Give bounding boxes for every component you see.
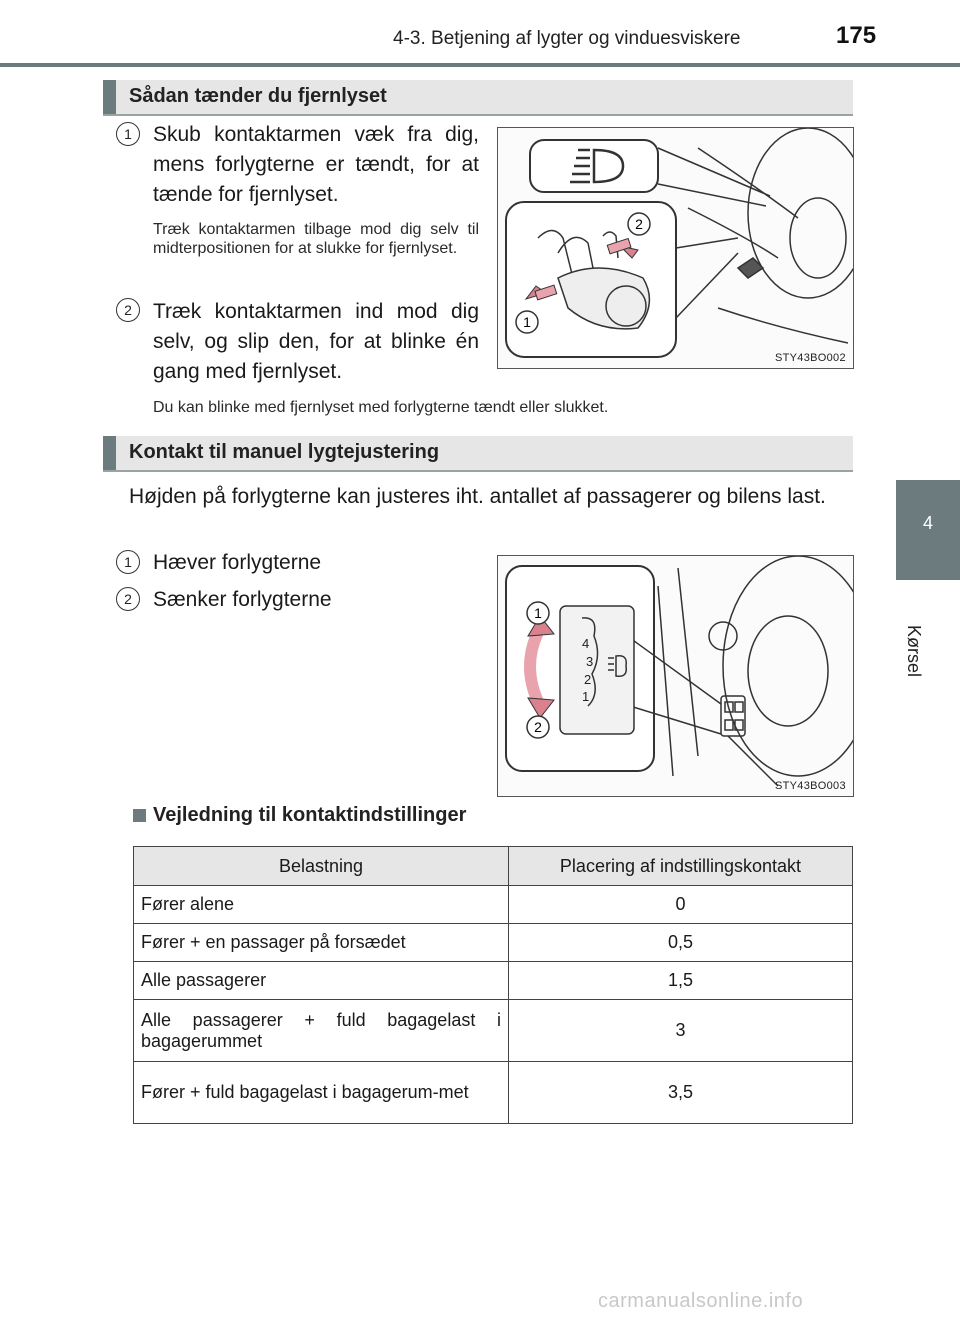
guide-heading: Vejledning til kontaktindstillinger	[153, 804, 467, 826]
step1-note: Træk kontaktarmen tilbage mod dig selv til midterpositionen for at slukke for fjernlyset.	[153, 221, 479, 257]
watermark: carmanualsonline.info	[598, 1290, 804, 1312]
item-marker-2: 2	[116, 587, 140, 611]
dial-label-3: 3	[586, 654, 594, 669]
headlight-lever-illustration	[498, 128, 853, 368]
chapter-section-title: 4-3. Betjening af lygter og vinduesviskere	[393, 28, 741, 49]
chapter-tab-label: Kørsel	[904, 625, 924, 678]
table-row	[134, 886, 853, 924]
item1-text: Hæver forlygterne	[153, 551, 322, 574]
column-header: Placering af indstillingskontakt	[509, 847, 853, 886]
page-number: 175	[836, 22, 877, 49]
figure-leveling-dial	[497, 555, 854, 797]
table-row	[134, 1000, 853, 1062]
load-cell: Fører + en passager på forsædet	[134, 924, 509, 962]
item-marker-1: 1	[116, 550, 140, 574]
figure-headlight-lever	[497, 127, 854, 369]
callout-2: 2	[635, 216, 643, 232]
section-heading-high-beam	[103, 80, 853, 116]
callout-2: 2	[534, 719, 542, 735]
high-beam-footnote: Du kan blinke med fjernlyset med forlygterne tændt eller slukket.	[153, 399, 609, 416]
settings-table	[133, 846, 853, 1124]
table-row	[134, 1062, 853, 1124]
item2-text: Sænker forlygterne	[153, 588, 332, 611]
load-cell: Fører alene	[134, 886, 509, 924]
section-title: Sådan tænder du fjernlyset	[129, 85, 387, 107]
position-cell: 0	[509, 886, 853, 924]
position-cell: 3	[509, 1000, 853, 1062]
table-row	[134, 962, 853, 1000]
load-cell: Fører + fuld bagagelast i bagagerum-met	[134, 1062, 509, 1124]
leveling-dial-illustration	[498, 556, 853, 796]
figure-code: STY43BO002	[775, 352, 846, 364]
dial-label-1: 1	[582, 689, 590, 704]
column-header: Belastning	[134, 847, 509, 886]
step2-text: Træk kontaktarmen ind mod dig selv, og slip den, for at blinke én gang med fjernlyset.	[153, 300, 479, 383]
step1-text: Skub kontaktarmen væk fra dig, mens forlygterne er tændt, for at tænde for fjernlyset.	[153, 123, 479, 206]
dial-label-4: 4	[582, 636, 590, 651]
table-header-row	[134, 847, 853, 886]
load-cell: Alle passagerer + fuld bagagelast i bagagerummet	[134, 1000, 509, 1062]
position-cell: 3,5	[509, 1062, 853, 1124]
step-marker-2: 2	[116, 298, 140, 322]
leveling-intro: Højden på forlygterne kan justeres iht. antallet af passagerer og bilens last.	[129, 485, 826, 508]
dial-label-2: 2	[584, 672, 592, 687]
steering-wheel-shape	[748, 128, 853, 298]
callout-1: 1	[523, 314, 531, 330]
position-cell: 0,5	[509, 924, 853, 962]
step-marker-1: 1	[116, 122, 140, 146]
load-cell: Alle passagerer	[134, 962, 509, 1000]
figure-code: STY43BO003	[775, 780, 846, 792]
subheading-bullet	[133, 809, 146, 822]
section-title: Kontakt til manuel lygtejustering	[129, 441, 440, 463]
table-row	[134, 924, 853, 962]
section-marker	[103, 80, 116, 114]
section-heading-leveling	[103, 436, 853, 472]
section-marker	[103, 436, 116, 470]
chapter-tab-number: 4	[922, 513, 933, 533]
header-rule	[0, 63, 960, 67]
position-cell: 1,5	[509, 962, 853, 1000]
callout-1: 1	[534, 605, 542, 621]
